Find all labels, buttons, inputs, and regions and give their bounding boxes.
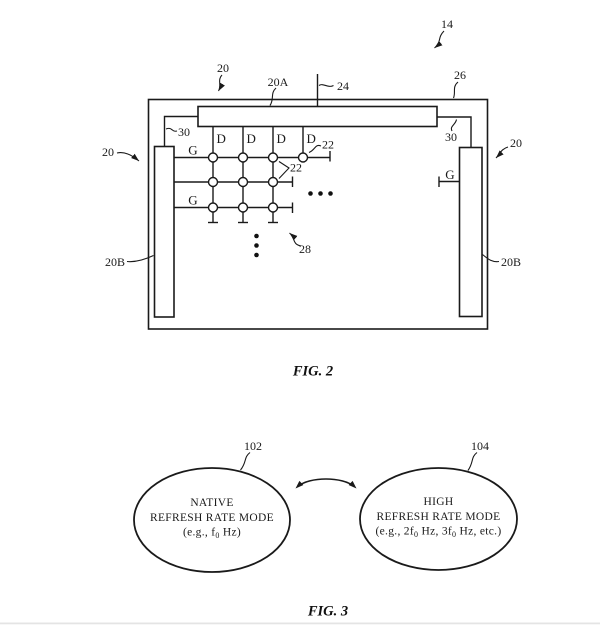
- ref-28: 28: [299, 242, 311, 256]
- pixel-node: [209, 203, 218, 212]
- ref-102: 102: [244, 439, 262, 453]
- ref-26: 26: [454, 68, 466, 82]
- ref-30-right: 30: [445, 130, 457, 144]
- leader-20-right: [496, 147, 508, 158]
- ref-24: 24: [337, 79, 349, 93]
- native-line2: REFRESH RATE MODE: [150, 512, 274, 524]
- pixel-node: [269, 153, 278, 162]
- arrowhead-left: [296, 481, 304, 489]
- leader-22-a: [309, 145, 321, 152]
- high-mode-text: [376, 496, 502, 539]
- fig2-display-schematic: [102, 17, 522, 380]
- leader-26: [454, 82, 459, 98]
- pixel-node: [239, 153, 248, 162]
- leader-20-top: [219, 75, 223, 91]
- high-line3: (e.g., $2f_0$ Hz, $3f_0$ Hz, etc.): [375, 525, 502, 539]
- pixel-node: [239, 203, 248, 212]
- native-line1: NATIVE: [190, 497, 234, 509]
- leader-20B-right: [483, 255, 500, 262]
- vertical-ellipsis: [254, 234, 259, 258]
- mode-transition-arrow: [296, 479, 357, 489]
- leader-30-left: [166, 128, 177, 131]
- left-gate-driver-20B: [155, 147, 175, 318]
- display-enclosure-outline: [149, 100, 488, 330]
- fig3-mode-diagram: [134, 439, 517, 620]
- ref-22-b: 22: [290, 160, 302, 175]
- d-label-3: D: [276, 131, 286, 146]
- pixel-node: [209, 178, 218, 187]
- g-label-right: G: [445, 167, 455, 182]
- g-label-row1: G: [188, 142, 198, 158]
- pixel-node: [209, 153, 218, 162]
- fig2-caption: FIG. 2: [292, 363, 334, 380]
- pixel-node: [239, 178, 248, 187]
- ref-104: 104: [471, 439, 489, 453]
- d-label-4: D: [306, 131, 316, 146]
- high-line2: REFRESH RATE MODE: [376, 511, 501, 523]
- leader-24: [319, 85, 334, 87]
- ref-30-left: 30: [178, 125, 190, 139]
- leader-102: [241, 453, 251, 471]
- ref-20B-left: 20B: [104, 255, 126, 269]
- native-line3: (e.g., $f_0$ Hz): [182, 526, 242, 540]
- ref-22-a: 22: [322, 137, 334, 152]
- column-driver-bar-20A: [198, 107, 437, 127]
- ref-20-top: 20: [217, 61, 229, 75]
- native-mode-text: [150, 497, 274, 540]
- high-line1: HIGH: [423, 496, 454, 508]
- horizontal-ellipsis: [308, 191, 333, 196]
- leader-20B-left: [127, 256, 154, 262]
- ref-20B-right: 20B: [500, 255, 522, 269]
- g-label-row3: G: [188, 192, 198, 208]
- ref-20-right: 20: [510, 136, 522, 150]
- ref-20A: 20A: [267, 75, 289, 89]
- bottom-divider-line: [0, 623, 600, 625]
- pixel-node: [269, 178, 278, 187]
- fig3-caption: FIG. 3: [307, 603, 349, 620]
- right-gate-driver-20B: [460, 148, 483, 317]
- d-label-1: D: [216, 131, 226, 146]
- leader-20-left: [117, 153, 139, 161]
- ref-14: 14: [441, 17, 453, 31]
- d-label-2: D: [246, 131, 256, 146]
- fig2-leaders: [117, 31, 508, 262]
- pixel-node: [269, 203, 278, 212]
- leader-104: [468, 453, 477, 471]
- leader-22-b: [279, 162, 289, 179]
- leader-20A: [270, 88, 276, 106]
- arrowhead-right: [349, 481, 357, 489]
- leader-14: [435, 31, 445, 48]
- ref-20-left: 20: [102, 145, 114, 159]
